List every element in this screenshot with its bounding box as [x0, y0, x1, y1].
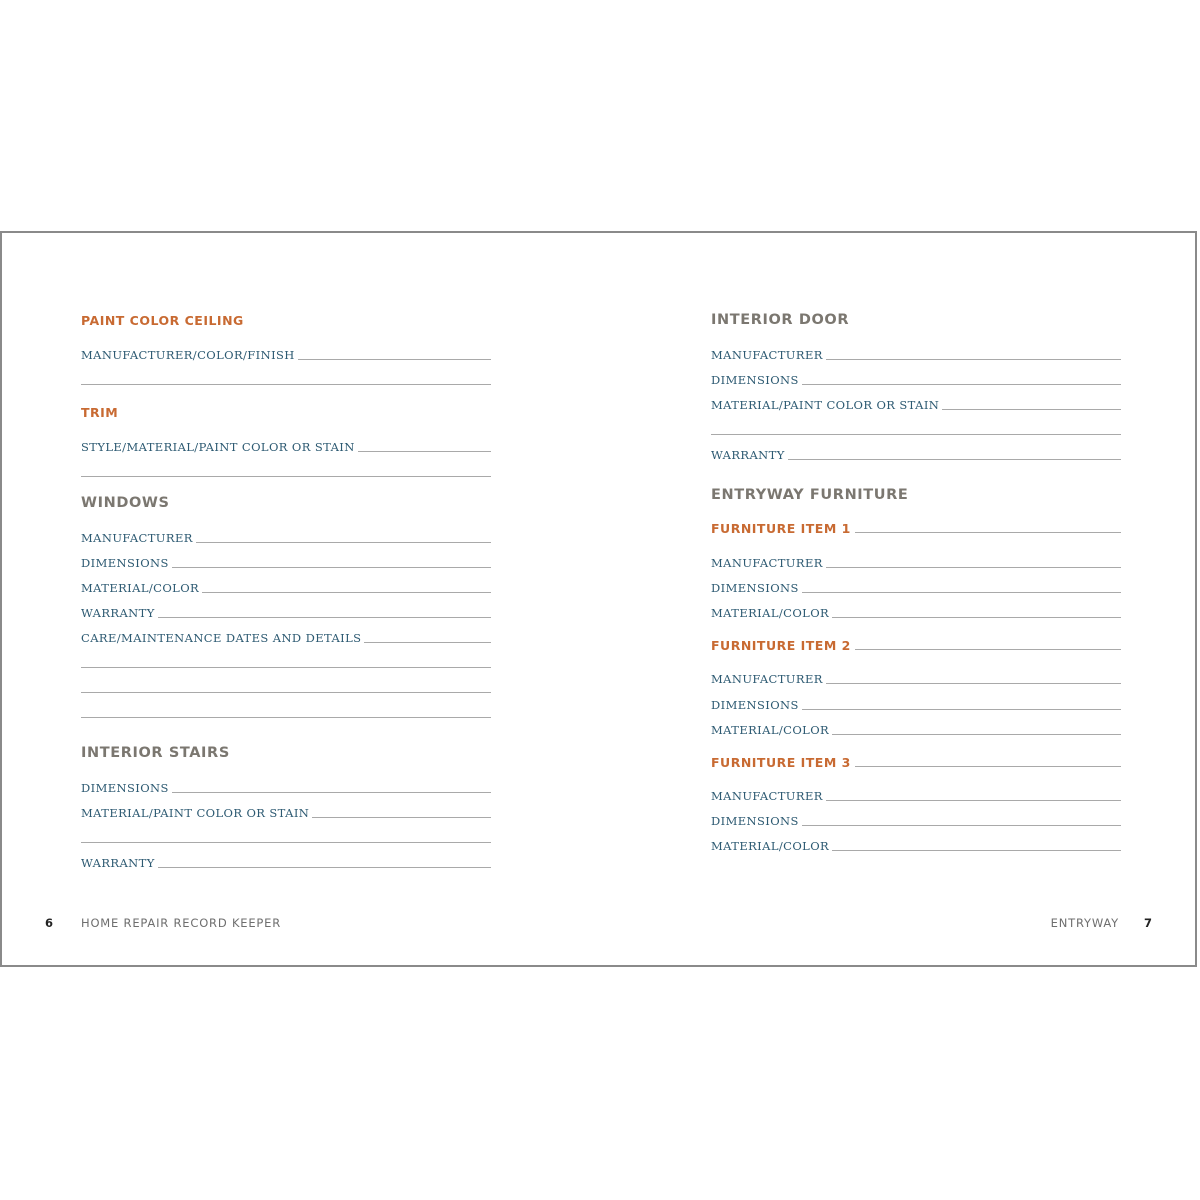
field-label: CARE/MAINTENANCE DATES AND DETAILS [81, 631, 362, 645]
furniture-item-3-field[interactable] [711, 754, 1121, 770]
write-line [298, 359, 491, 360]
section-heading-interior-door: INTERIOR DOOR [711, 312, 850, 328]
field-label: WARRANTY [711, 448, 785, 462]
write-line [788, 459, 1121, 460]
furniture-item-heading: FURNITURE ITEM 2 [711, 638, 851, 653]
furniture-3-material-field[interactable] [711, 837, 1121, 853]
left-page-number: 6 [45, 916, 54, 930]
write-line [312, 817, 491, 818]
field-label: MANUFACTURER [81, 531, 193, 545]
write-line [855, 532, 1121, 533]
furniture-2-material-field[interactable] [711, 721, 1121, 737]
stairs-dimensions-field[interactable] [81, 779, 491, 795]
furniture-1-manufacturer-field[interactable] [711, 554, 1121, 570]
write-line [172, 567, 491, 568]
door-manufacturer-field[interactable] [711, 346, 1121, 362]
blank-write-line[interactable] [81, 841, 491, 843]
write-line [158, 617, 491, 618]
field-label: DIMENSIONS [711, 698, 799, 712]
write-line [832, 617, 1121, 618]
write-line [158, 867, 491, 868]
write-line [826, 800, 1121, 801]
stairs-warranty-field[interactable] [81, 854, 491, 870]
blank-write-line[interactable] [81, 691, 491, 693]
style-material-field[interactable] [81, 438, 491, 454]
field-label: MANUFACTURER [711, 789, 823, 803]
furniture-item-heading: FURNITURE ITEM 3 [711, 755, 851, 770]
windows-care-field[interactable] [81, 629, 491, 645]
field-label: WARRANTY [81, 606, 155, 620]
windows-dimensions-field[interactable] [81, 554, 491, 570]
door-dimensions-field[interactable] [711, 371, 1121, 387]
blank-write-line[interactable] [81, 475, 491, 477]
field-label: MANUFACTURER [711, 348, 823, 362]
field-label: MANUFACTURER [711, 672, 823, 686]
field-label: DIMENSIONS [711, 814, 799, 828]
write-line [202, 592, 491, 593]
left-running-footer: HOME REPAIR RECORD KEEPER [81, 916, 282, 930]
furniture-item-heading: FURNITURE ITEM 1 [711, 521, 851, 536]
windows-warranty-field[interactable] [81, 604, 491, 620]
right-running-footer: ENTRYWAY [1050, 916, 1119, 930]
write-line [196, 542, 491, 543]
write-line [826, 567, 1121, 568]
furniture-item-1-field[interactable] [711, 520, 1121, 536]
write-line [855, 766, 1121, 767]
blank-write-line[interactable] [711, 433, 1121, 435]
section-heading-entryway-furniture: ENTRYWAY FURNITURE [711, 487, 909, 503]
furniture-3-dimensions-field[interactable] [711, 812, 1121, 828]
blank-write-line[interactable] [81, 666, 491, 668]
furniture-2-manufacturer-field[interactable] [711, 670, 1121, 686]
field-label: DIMENSIONS [711, 581, 799, 595]
section-heading-interior-stairs: INTERIOR STAIRS [81, 745, 230, 761]
blank-write-line[interactable] [81, 716, 491, 718]
section-heading-trim: TRIM [81, 405, 119, 420]
write-line [802, 709, 1121, 710]
blank-write-line[interactable] [81, 383, 491, 385]
write-line [826, 683, 1121, 684]
write-line [358, 451, 491, 452]
stairs-material-field[interactable] [81, 804, 491, 820]
furniture-2-dimensions-field[interactable] [711, 696, 1121, 712]
furniture-1-material-field[interactable] [711, 604, 1121, 620]
write-line [832, 734, 1121, 735]
door-material-field[interactable] [711, 396, 1121, 412]
section-heading-paint-color-ceiling: PAINT COLOR CEILING [81, 313, 244, 328]
book-spread [0, 231, 1197, 967]
write-line [802, 592, 1121, 593]
right-page-number: 7 [1143, 916, 1152, 930]
write-line [364, 642, 491, 643]
field-label: MATERIAL/COLOR [711, 839, 830, 853]
write-line [802, 825, 1121, 826]
write-line [802, 384, 1121, 385]
furniture-item-2-field[interactable] [711, 637, 1121, 653]
write-line [855, 649, 1121, 650]
windows-material-field[interactable] [81, 579, 491, 595]
field-label: WARRANTY [81, 856, 155, 870]
write-line [832, 850, 1121, 851]
furniture-1-dimensions-field[interactable] [711, 579, 1121, 595]
field-label: MATERIAL/PAINT COLOR OR STAIN [711, 398, 940, 412]
door-warranty-field[interactable] [711, 446, 1121, 462]
field-label: MATERIAL/COLOR [81, 581, 200, 595]
field-label: STYLE/MATERIAL/PAINT COLOR OR STAIN [81, 440, 355, 454]
manufacturer-color-finish-field[interactable] [81, 346, 491, 362]
field-label: DIMENSIONS [81, 556, 169, 570]
write-line [172, 792, 491, 793]
windows-manufacturer-field[interactable] [81, 529, 491, 545]
field-label: DIMENSIONS [81, 781, 169, 795]
field-label: MANUFACTURER/COLOR/FINISH [81, 348, 295, 362]
field-label: MATERIAL/COLOR [711, 723, 830, 737]
field-label: MATERIAL/PAINT COLOR OR STAIN [81, 806, 310, 820]
field-label: MANUFACTURER [711, 556, 823, 570]
field-label: MATERIAL/COLOR [711, 606, 830, 620]
field-label: DIMENSIONS [711, 373, 799, 387]
furniture-3-manufacturer-field[interactable] [711, 787, 1121, 803]
write-line [942, 409, 1121, 410]
write-line [826, 359, 1121, 360]
section-heading-windows: WINDOWS [81, 495, 170, 511]
